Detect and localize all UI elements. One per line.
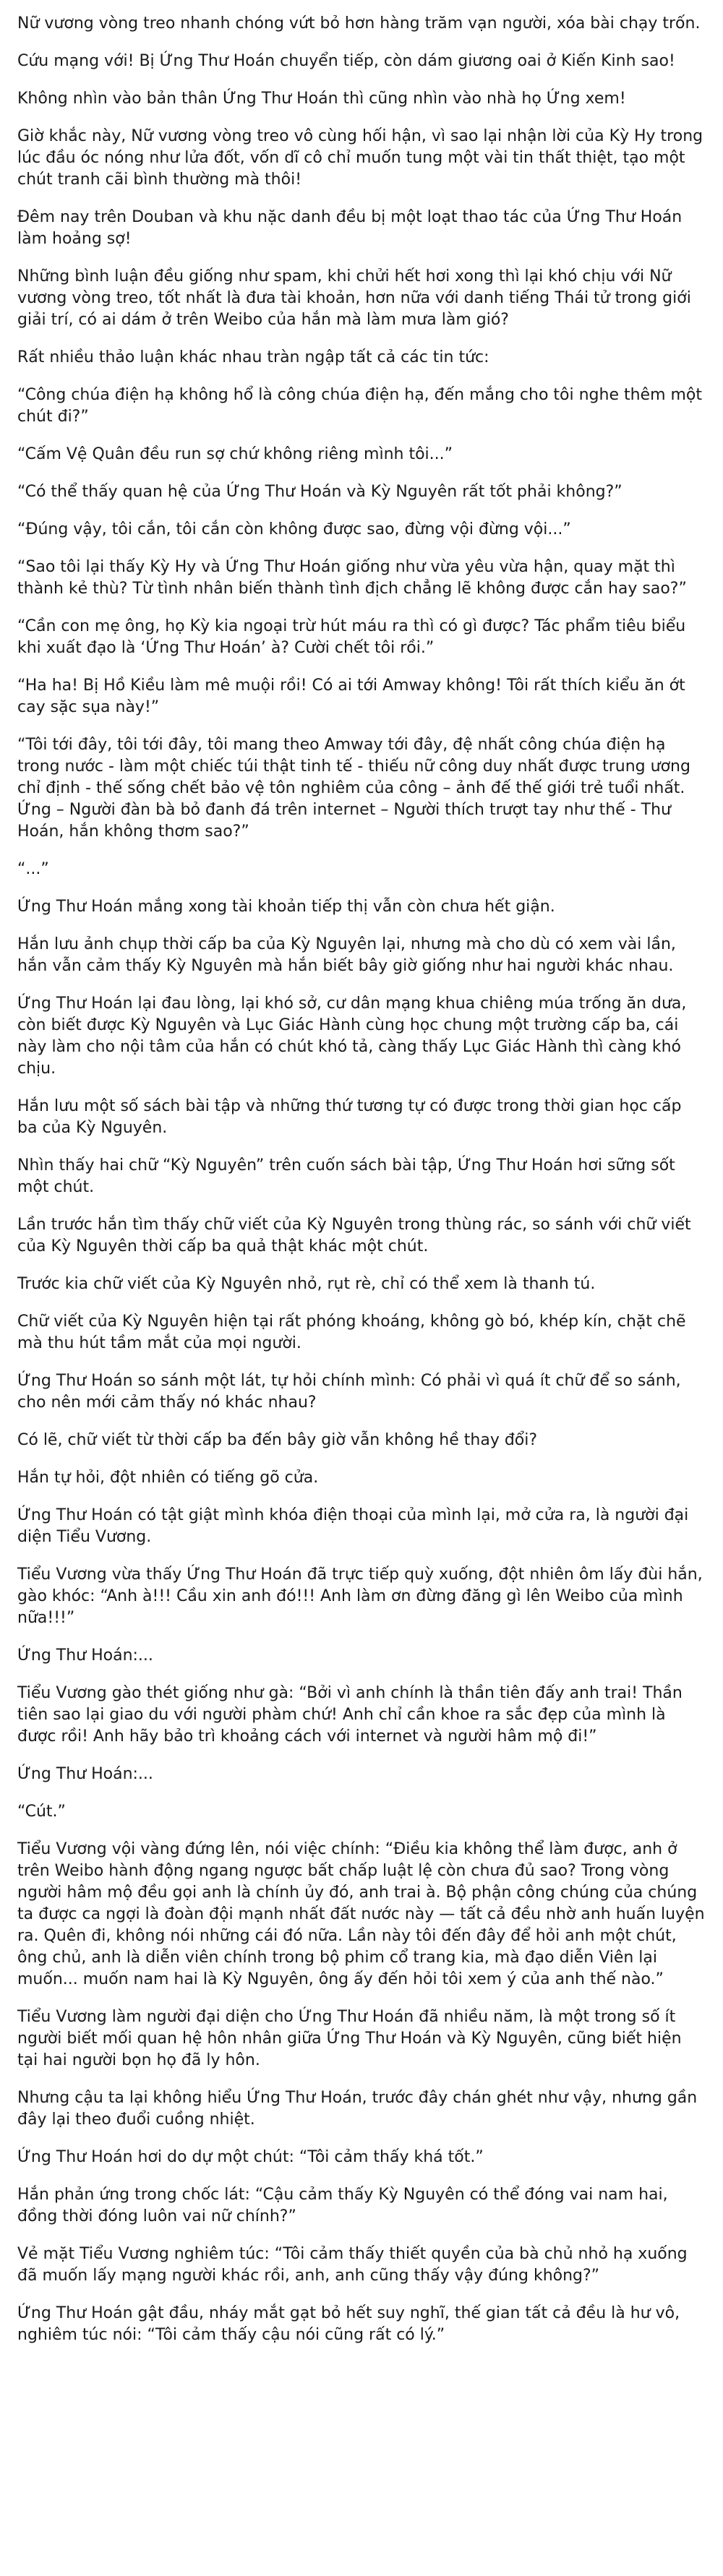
paragraph: Ứng Thư Hoán gật đầu, nháy mắt gạt bỏ hết suy nghĩ, thế gian tất cả đều là hư vô, nghiêm túc nói: “Tôi cảm thấy cậu nói cũng rất có lý.” (17, 2304, 680, 2344)
paragraph: “Công chúa điện hạ không hổ là công chúa điện hạ, đến mắng cho tôi nghe thêm một chút đi?” (17, 386, 703, 426)
paragraph: “...” (17, 860, 49, 878)
paragraph: Ứng Thư Hoán có tật giật mình khóa điện thoại của mình lại, mở cửa ra, là người đại diện Tiểu Vương. (17, 1506, 689, 1546)
paragraph: Nhìn thấy hai chữ “Kỳ Nguyên” trên cuốn sách bài tập, Ứng Thư Hoán hơi sững sốt một chút. (17, 1156, 675, 1196)
paragraph: Hắn phản ứng trong chốc lát: “Cậu cảm thấy Kỳ Nguyên có thể đóng vai nam hai, đồng thời đóng luôn vai nữ chính?” (17, 2186, 668, 2225)
paragraph: Trước kia chữ viết của Kỳ Nguyên nhỏ, rụt rè, chỉ có thể xem là thanh tú. (17, 1275, 596, 1293)
paragraph: “Có thể thấy quan hệ của Ứng Thư Hoán và Kỳ Nguyên rất tốt phải không?” (17, 483, 623, 501)
paragraph: Ứng Thư Hoán:... (17, 1647, 153, 1665)
paragraph: Ứng Thư Hoán mắng xong tài khoản tiếp thị vẫn còn chưa hết giận. (17, 898, 555, 916)
paragraph: Chữ viết của Kỳ Nguyên hiện tại rất phóng khoáng, không gò bó, khép kín, chặt chẽ mà thu hút tầm mắt của mọi người. (17, 1313, 686, 1352)
paragraph: “Ha ha! Bị Hồ Kiều làm mê muội rồi! Có ai tới Amway không! Tôi rất thích kiểu ăn ớt cay sặc sụa này!” (17, 677, 685, 716)
paragraph: Ứng Thư Hoán so sánh một lát, tự hỏi chính mình: Có phải vì quá ít chữ để so sánh, cho nên mới cảm thấy nó khác nhau? (17, 1372, 681, 1412)
paragraph: Tiểu Vương vội vàng đứng lên, nói việc chính: “Điều kia không thể làm được, anh ở trên Weibo hành động ngang ngược bất chấp luật lệ còn chưa đủ sao? Trong vòng người hâm mộ đều gọi anh là chính ủy đó, anh trai à. Bộ phận công chúng của chúng ta được ca ngợi là đoàn đội mạnh nhất đất nước này — tất cả đều nhờ anh huấn luyện ra. Quên đi, không nói những cái đó nữa. Lần này tôi đến đây để hỏi anh một chút, ông chủ, anh là diễn viên chính trong bộ phim cổ trang kia, mà đạo diễn Viên lại muốn... muốn nam hai là Kỳ Nguyên, ông ấy đến hỏi tôi xem ý của anh thế nào.” (17, 1840, 705, 1988)
paragraph: Hắn lưu một số sách bài tập và những thứ tương tự có được trong thời gian học cấp ba của Kỳ Nguyên. (17, 1097, 682, 1137)
paragraph: Tiểu Vương làm người đại diện cho Ứng Thư Hoán đã nhiều năm, là một trong số ít người biết mối quan hệ hôn nhân giữa Ứng Thư Hoán và Kỳ Nguyên, cũng biết hiện tại hai người bọn họ đã ly hôn. (17, 2008, 682, 2069)
paragraph: Lần trước hắn tìm thấy chữ viết của Kỳ Nguyên trong thùng rác, so sánh với chữ viết của Kỳ Nguyên thời cấp ba quả thật khác một chút. (17, 1216, 691, 1255)
paragraph: Không nhìn vào bản thân Ứng Thư Hoán thì cũng nhìn vào nhà họ Ứng xem! (17, 90, 626, 108)
paragraph: Ứng Thư Hoán:... (17, 1765, 153, 1783)
paragraph: Hắn tự hỏi, đột nhiên có tiếng gõ cửa. (17, 1469, 319, 1487)
paragraph: Rất nhiều thảo luận khác nhau tràn ngập tất cả các tin tức: (17, 348, 489, 366)
paragraph: “Cấm Vệ Quân đều run sợ chứ không riêng mình tôi...” (17, 445, 453, 463)
paragraph: “Sao tôi lại thấy Kỳ Hy và Ứng Thư Hoán giống như vừa yêu vừa hận, quay mặt thì thành kẻ thù? Từ tình nhân biến thành tình địch chẳng lẽ không được cắn hay sao?” (17, 558, 687, 598)
paragraph: “Cút.” (17, 1803, 66, 1821)
paragraph: Tiểu Vương gào thét giống như gà: “Bởi vì anh chính là thần tiên đấy anh trai! Thần tiên sao lại giao du với người phàm chứ! Anh chỉ cần khoe ra sắc đẹp của mình là được rồi! Anh hãy bảo trì khoảng cách với internet và người hâm mộ đi!” (17, 1684, 683, 1746)
paragraph: Ứng Thư Hoán lại đau lòng, lại khó sở, cư dân mạng khua chiêng múa trống ăn dưa, còn biết được Kỳ Nguyên và Lục Giác Hành cùng học chung một trường cấp ba, cái này làm cho nội tâm của hắn có chút khó tả, càng thấy Lục Giác Hành thì càng khó chịu. (17, 995, 687, 1078)
paragraph: “Tôi tới đây, tôi tới đây, tôi mang theo Amway tới đây, đệ nhất công chúa điện hạ trong nước - làm một chiếc túi thật tinh tế - thiếu nữ công duy nhất được trung ương chỉ định - thế sống chết bảo vệ tôn nghiêm của công – ảnh đế thế giới trẻ tuổi nhất. Ứng – Người đàn bà bỏ đanh đá trên internet – Người thích trượt tay như thế - Thư Hoán, hắn không thơm sao?” (17, 736, 690, 841)
paragraph: Ứng Thư Hoán hơi do dự một chút: “Tôi cảm thấy khá tốt.” (17, 2148, 484, 2166)
paragraph: Vẻ mặt Tiểu Vương nghiêm túc: “Tôi cảm thấy thiết quyền của bà chủ nhỏ hạ xuống đã muốn lấy mạng người khác rồi, anh, anh cũng thấy vậy đúng không?” (17, 2245, 688, 2285)
paragraph: “Cần con mẹ ông, họ Kỳ kia ngoại trừ hút máu ra thì có gì được? Tác phẩm tiêu biểu khi xuất đạo là ‘Ứng Thư Hoán’ à? Cười chết tôi rồi.” (17, 617, 686, 657)
paragraph: Đêm nay trên Douban và khu nặc danh đều bị một loạt thao tác của Ứng Thư Hoán làm hoảng sợ! (17, 208, 683, 248)
paragraph: Nữ vương vòng treo nhanh chóng vứt bỏ hơn hàng trăm vạn người, xóa bài chạy trốn. (17, 14, 701, 33)
paragraph: “Đúng vậy, tôi cắn, tôi cắn còn không được sao, đừng vội đừng vội...” (17, 520, 571, 538)
paragraph: Cứu mạng với! Bị Ứng Thư Hoán chuyển tiếp, còn dám giương oai ở Kiến Kinh sao! (17, 52, 675, 70)
paragraph: Những bình luận đều giống như spam, khi chửi hết hơi xong thì lại khó chịu với Nữ vương vòng treo, tốt nhất là đưa tài khoản, hơn nữa với danh tiếng Thái tử trong giới giải trí, có ai dám ở trên Weibo của hắn mà làm mưa làm gió? (17, 267, 691, 329)
paragraph: Có lẽ, chữ viết từ thời cấp ba đến bây giờ vẫn không hề thay đổi? (17, 1431, 538, 1449)
paragraph: Giờ khắc này, Nữ vương vòng treo vô cùng hối hận, vì sao lại nhận lời của Kỳ Hy trong lúc đầu óc nóng như lửa đốt, vốn dĩ cô chỉ muốn tung một vài tin thất thiệt, tạo một chút tranh cãi bình thường mà thôi! (17, 127, 703, 189)
paragraph: Hắn lưu ảnh chụp thời cấp ba của Kỳ Nguyên lại, nhưng mà cho dù có xem vài lần, hắn vẫn cảm thấy Kỳ Nguyên mà hắn biết bây giờ giống như hai người khác nhau. (17, 935, 676, 975)
paragraph: Tiểu Vương vừa thấy Ứng Thư Hoán đã trực tiếp quỳ xuống, đột nhiên ôm lấy đùi hắn, gào khóc: “Anh à!!! Cầu xin anh đó!!! Anh làm ơn đừng đăng gì lên Weibo của mình nữa!!!” (17, 1566, 703, 1627)
paragraph: Nhưng cậu ta lại không hiểu Ứng Thư Hoán, trước đây chán ghét như vậy, nhưng gần đây lại theo đuổi cuồng nhiệt. (17, 2089, 698, 2129)
